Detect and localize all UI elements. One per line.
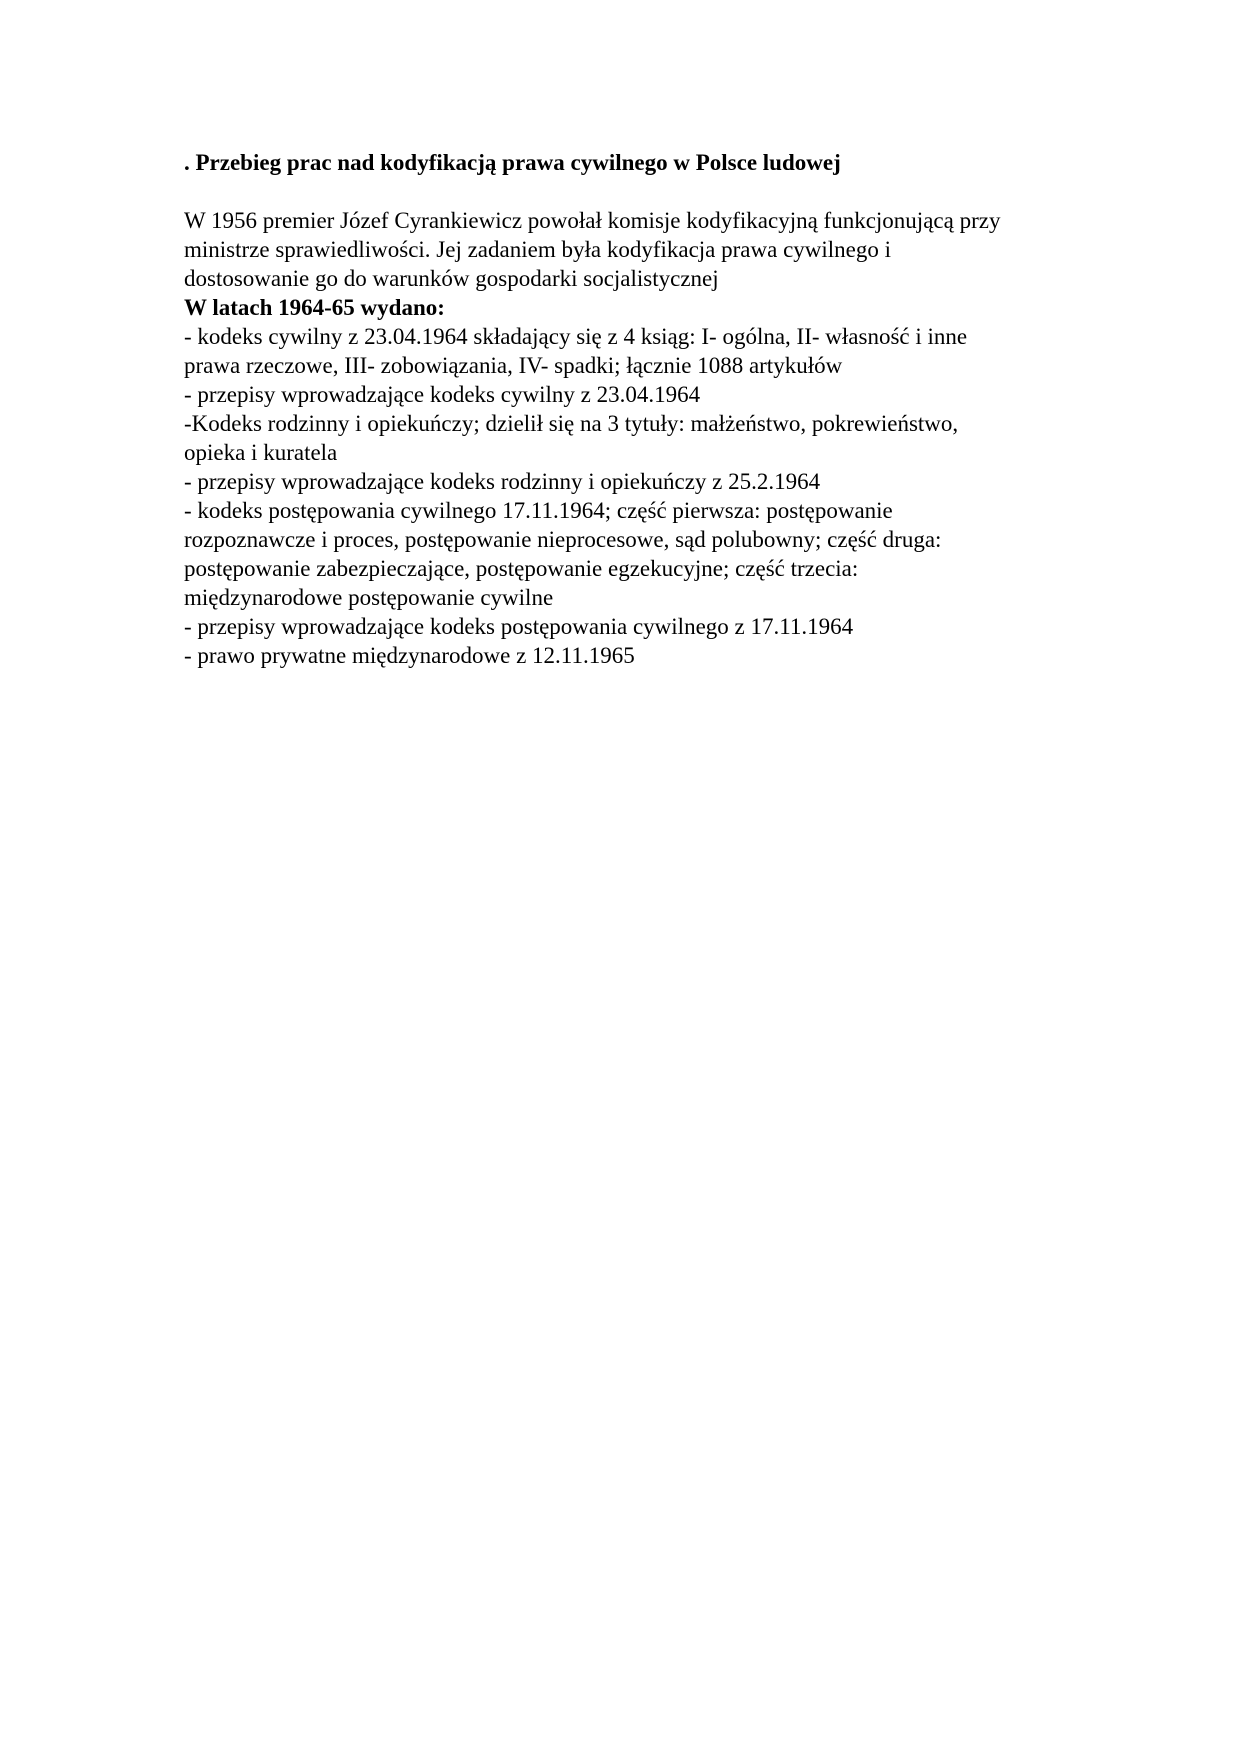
list-line: prawa rzeczowe, III- zobowiązania, IV- spadki; łącznie 1088 artykułów bbox=[184, 353, 843, 378]
document-content bbox=[184, 148, 1084, 670]
list-line: - przepisy wprowadzające kodeks postępowania cywilnego z 17.11.1964 bbox=[184, 614, 854, 639]
intro-line: ministrze sprawiedliwości. Jej zadaniem była kodyfikacja prawa cywilnego i bbox=[184, 237, 892, 262]
list-line: postępowanie zabezpieczające, postępowanie egzekucyjne; część trzecia: bbox=[184, 556, 859, 581]
document-body bbox=[184, 206, 1084, 670]
list-line: - przepisy wprowadzające kodeks cywilny z 23.04.1964 bbox=[184, 382, 701, 407]
list-line: opieka i kuratela bbox=[184, 440, 338, 465]
list-line: - kodeks cywilny z 23.04.1964 składający się z 4 ksiąg: I- ogólna, II- własność i inne bbox=[184, 324, 968, 349]
list-line: międzynarodowe postępowanie cywilne bbox=[184, 585, 554, 610]
list-line: - prawo prywatne międzynarodowe z 12.11.1965 bbox=[184, 643, 635, 668]
list-line: - kodeks postępowania cywilnego 17.11.1964; część pierwsza: postępowanie bbox=[184, 498, 893, 523]
document-title: . Przebieg prac nad kodyfikacją prawa cywilnego w Polsce ludowej bbox=[184, 150, 841, 175]
intro-line: W 1956 premier Józef Cyrankiewicz powołał komisje kodyfikacyjną funkcjonującą przy bbox=[184, 208, 1001, 233]
list-line: -Kodeks rodzinny i opiekuńczy; dzielił się na 3 tytuły: małżeństwo, pokrewieństwo, bbox=[184, 411, 959, 436]
section-subheading: W latach 1964-65 wydano: bbox=[184, 295, 445, 320]
list-line: - przepisy wprowadzające kodeks rodzinny i opiekuńczy z 25.2.1964 bbox=[184, 469, 821, 494]
list-line: rozpoznawcze i proces, postępowanie nieprocesowe, sąd polubowny; część druga: bbox=[184, 527, 942, 552]
intro-line: dostosowanie go do warunków gospodarki socjalistycznej bbox=[184, 266, 719, 291]
